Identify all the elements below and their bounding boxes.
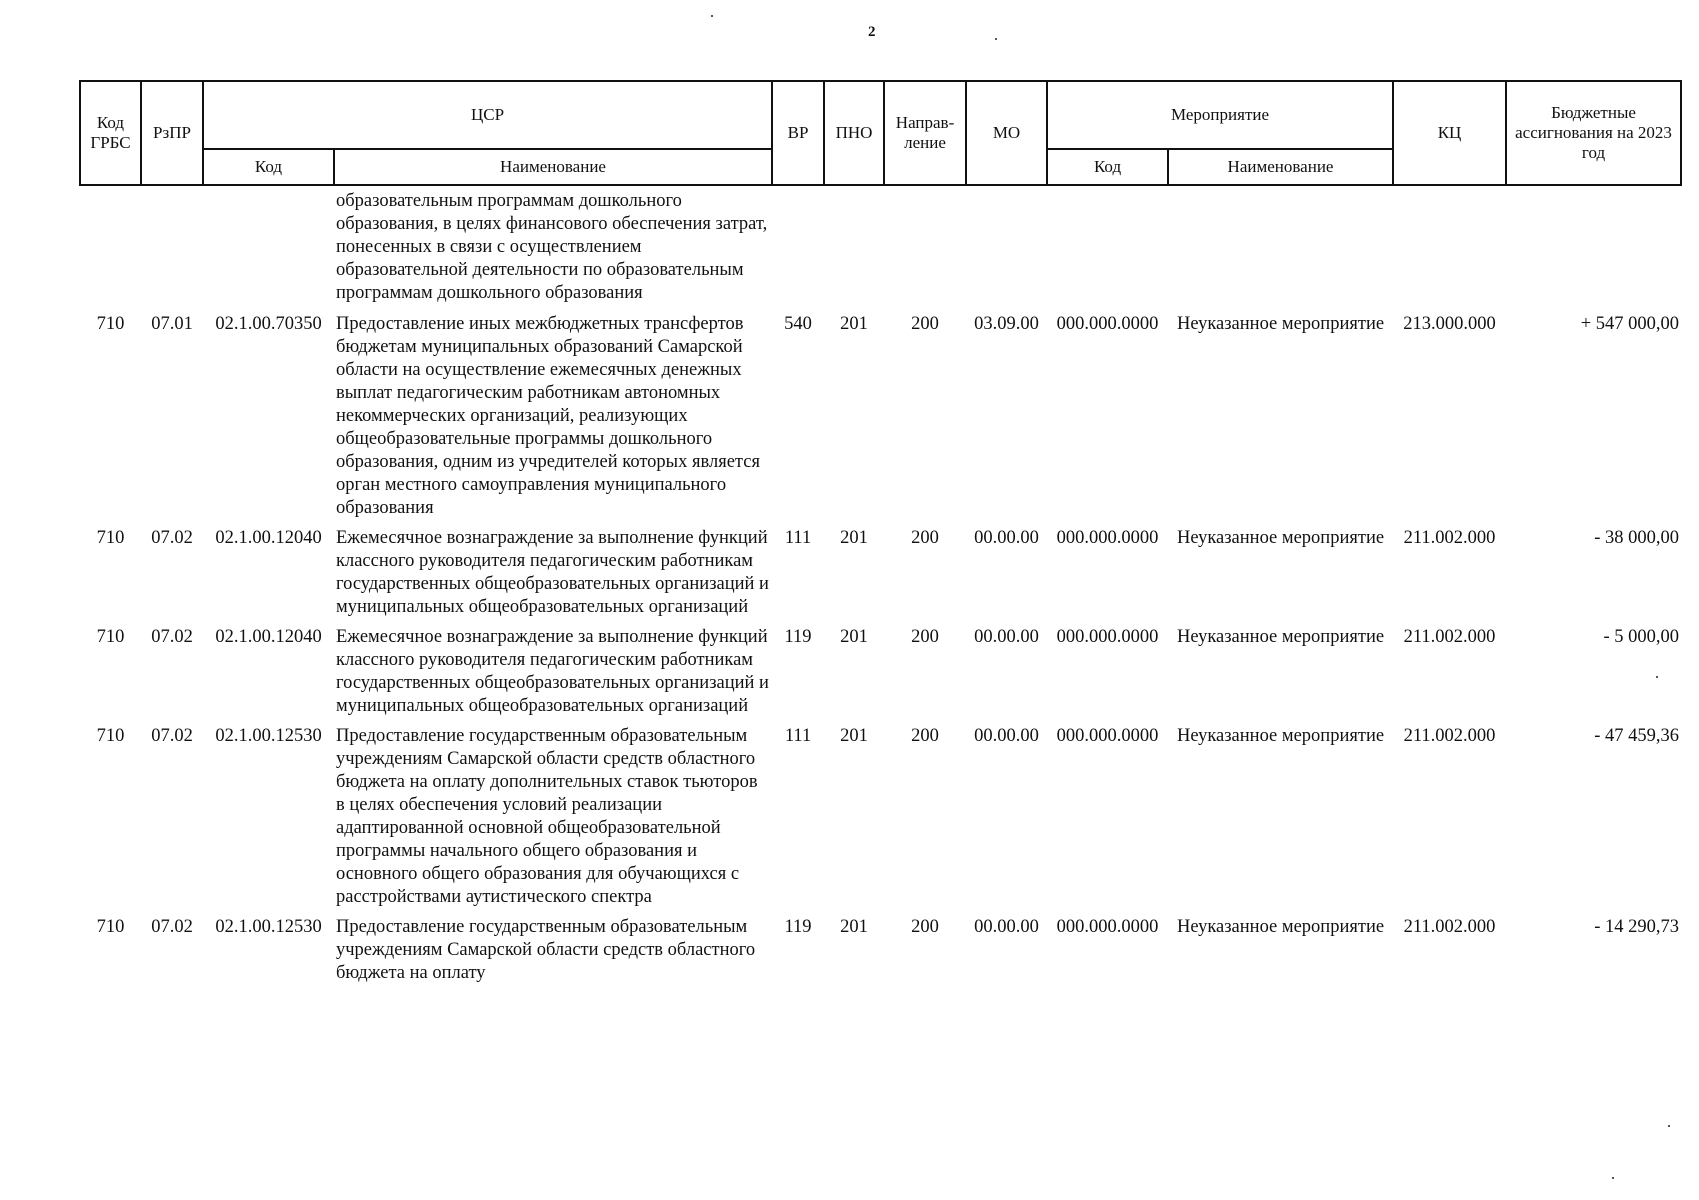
cell-grbs: 710 — [96, 314, 125, 334]
cell-amount: - 5 000,00 — [1603, 627, 1680, 647]
cell-amount: - 38 000,00 — [1594, 528, 1680, 548]
cell-event-name: Неуказанное мероприятие — [1176, 314, 1385, 334]
cell-rzpr: 07.02 — [151, 917, 193, 937]
cell-mo: 00.00.00 — [974, 528, 1039, 548]
header-csr-name: Наименование — [334, 149, 772, 185]
cell-mo: 03.09.00 — [974, 314, 1039, 334]
cell-name: Предоставление государственным образовательным учреждениям Самарской области средств областного бюджета на оплату — [336, 917, 756, 983]
cell-vr: 119 — [784, 917, 812, 937]
cell-event-code: 000.000.0000 — [1056, 314, 1159, 334]
cell-event-code: 000.000.0000 — [1056, 917, 1159, 937]
cell-kc: 211.002.000 — [1403, 627, 1496, 647]
table-row — [80, 626, 1681, 725]
cell-name: Ежемесячное вознаграждение за выполнение функций классного руководителя педагогическим работникам государственных общеобразовательных организаций и муниципальных общеобразовательных организаций — [336, 528, 769, 617]
cell-direction: 200 — [911, 917, 939, 937]
table-row-continuation — [80, 185, 1681, 313]
cell-event-code: 000.000.0000 — [1056, 528, 1159, 548]
cell-event-name: Неуказанное мероприятие — [1176, 627, 1385, 647]
header-grbs: Код ГРБС — [80, 81, 141, 185]
header-csr: ЦСР — [203, 81, 772, 149]
cell-pno: 201 — [840, 528, 868, 548]
header-kc: КЦ — [1393, 81, 1506, 185]
cell-amount: - 47 459,36 — [1594, 726, 1680, 746]
cell-rzpr: 07.02 — [151, 528, 193, 548]
scan-speck — [1668, 1125, 1670, 1127]
scan-speck — [1612, 1177, 1614, 1179]
header-event-code: Код — [1047, 149, 1168, 185]
cell-amount: + 547 000,00 — [1580, 314, 1680, 334]
cell-kc: 213.000.000 — [1403, 314, 1496, 334]
table-row — [80, 725, 1681, 916]
table-row — [80, 916, 1681, 992]
cell-amount: - 14 290,73 — [1594, 917, 1680, 937]
cell-csr-code: 02.1.00.12530 — [215, 726, 322, 746]
cell-csr-code: 02.1.00.12040 — [215, 627, 322, 647]
cell-csr-code: 02.1.00.70350 — [215, 314, 322, 334]
cell-grbs: 710 — [96, 627, 125, 647]
budget-table — [79, 80, 1682, 992]
cell-pno: 201 — [840, 627, 868, 647]
header-vr: ВР — [772, 81, 824, 185]
table-row — [80, 527, 1681, 626]
cell-vr: 111 — [784, 726, 812, 746]
header-direction: Направ-ление — [884, 81, 966, 185]
cell-event-code: 000.000.0000 — [1056, 726, 1159, 746]
cell-kc: 211.002.000 — [1403, 917, 1496, 937]
cell-name: Предоставление государственным образовательным учреждениям Самарской области средств областного бюджета на оплату дополнительных ставок тьюторов в целях обеспечения условий реализации адаптированной основной общеобразовательной программы начального общего образования и основного общего образования для обучающихся с расстройствами аутистического спектра — [336, 726, 758, 907]
cell-rzpr: 07.02 — [151, 726, 193, 746]
header-event: Мероприятие — [1047, 81, 1393, 149]
cell-mo: 00.00.00 — [974, 726, 1039, 746]
cell-pno: 201 — [840, 314, 868, 334]
cell-event-name: Неуказанное мероприятие — [1176, 528, 1385, 548]
cell-rzpr: 07.02 — [151, 627, 193, 647]
table-row — [80, 313, 1681, 527]
cell-name: Предоставление иных межбюджетных трансфертов бюджетам муниципальных образований Самарской области на осуществление ежемесячных денежных выплат педагогическим работникам автономных некоммерческих организаций, реализующих общеобразовательные программы дошкольного образования, одним из учредителей которых является орган местного самоуправления муниципального образования — [336, 314, 760, 518]
cell-direction: 200 — [911, 528, 939, 548]
cell-vr: 111 — [784, 528, 812, 548]
cell-kc: 211.002.000 — [1403, 726, 1496, 746]
cell-csr-code: 02.1.00.12530 — [215, 917, 322, 937]
cell-mo: 00.00.00 — [974, 917, 1039, 937]
header-allocations: Бюджетные ассигнования на 2023 год — [1506, 81, 1681, 185]
cell-pno: 201 — [840, 726, 868, 746]
header-mo: МО — [966, 81, 1047, 185]
cell-direction: 200 — [911, 627, 939, 647]
cell-grbs: 710 — [96, 726, 125, 746]
cell-grbs: 710 — [96, 528, 125, 548]
cell-mo: 00.00.00 — [974, 627, 1039, 647]
cell-rzpr: 07.01 — [151, 314, 193, 334]
cell-pno: 201 — [840, 917, 868, 937]
header-rzpr: РзПР — [141, 81, 203, 185]
cell-event-code: 000.000.0000 — [1056, 627, 1159, 647]
header-pno: ПНО — [824, 81, 884, 185]
cell-direction: 200 — [911, 314, 939, 334]
header-event-name: Наименование — [1168, 149, 1393, 185]
table-header — [80, 81, 1681, 185]
cell-event-name: Неуказанное мероприятие — [1176, 726, 1385, 746]
header-csr-code: Код — [203, 149, 334, 185]
continuation-text: образовательным программам дошкольного образования, в целях финансового обеспечения затрат, понесенных в связи с осуществлением образовательной деятельности по образовательным программам дошкольного образования — [336, 191, 768, 303]
cell-event-name: Неуказанное мероприятие — [1176, 917, 1385, 937]
page-number: 2 — [868, 24, 876, 40]
cell-direction: 200 — [911, 726, 939, 746]
cell-vr: 540 — [784, 314, 812, 334]
scan-speck — [711, 15, 713, 17]
cell-vr: 119 — [784, 627, 812, 647]
cell-name: Ежемесячное вознаграждение за выполнение функций классного руководителя педагогическим работникам государственных общеобразовательных организаций и муниципальных общеобразовательных организаций — [336, 627, 769, 716]
cell-grbs: 710 — [96, 917, 125, 937]
cell-csr-code: 02.1.00.12040 — [215, 528, 322, 548]
scan-speck — [995, 38, 997, 40]
cell-kc: 211.002.000 — [1403, 528, 1496, 548]
